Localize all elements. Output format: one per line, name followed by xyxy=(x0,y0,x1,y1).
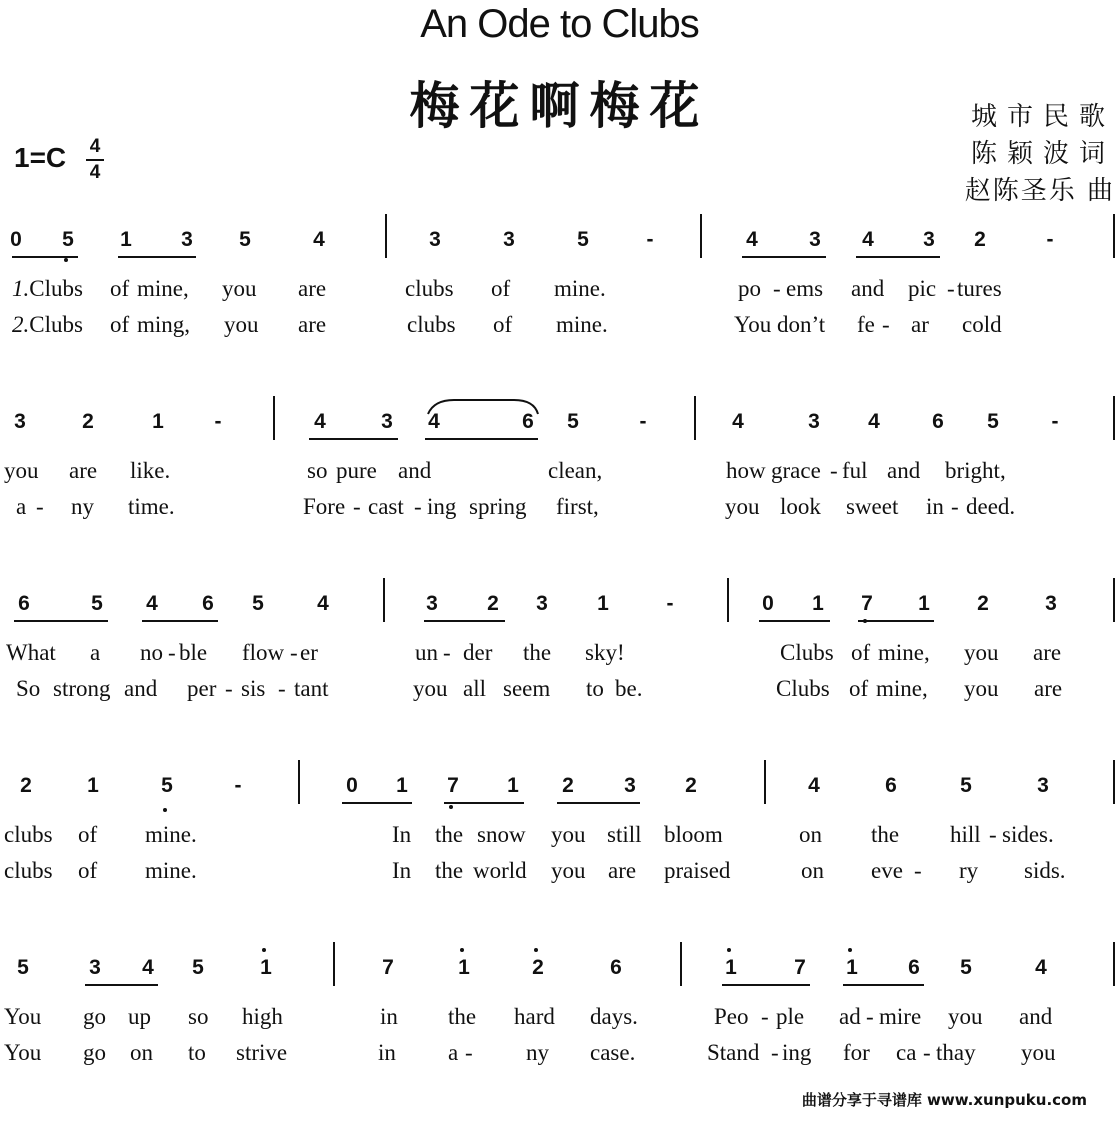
lyric-syllable: high xyxy=(242,1004,283,1029)
lyric-syllable: - xyxy=(278,676,286,701)
beam-line xyxy=(722,984,810,986)
lyric-syllable: cold xyxy=(962,312,1002,337)
bar-line xyxy=(383,578,385,622)
lyric-syllable: er xyxy=(300,640,318,665)
beam-line xyxy=(14,620,108,622)
lyric-syllable: - xyxy=(353,494,361,519)
bar-line xyxy=(694,396,696,440)
lyric-syllable: the xyxy=(871,822,900,847)
lyric-syllable: are xyxy=(608,858,637,883)
note: 4 xyxy=(314,410,326,433)
lyric-syllable: po xyxy=(738,276,761,301)
note: 4 xyxy=(313,228,325,251)
note: 6 xyxy=(522,410,534,433)
lyric-syllable: - xyxy=(465,1040,473,1065)
lyric-syllable: tures xyxy=(957,276,1002,301)
credit-composer: 赵陈圣乐 曲 xyxy=(964,176,1115,206)
lyric-syllable: and xyxy=(887,458,921,483)
song-title-english: An Ode to Clubs xyxy=(420,2,699,46)
beam-line xyxy=(856,256,940,258)
sustain-dash: - xyxy=(1046,228,1054,251)
note: 4 xyxy=(146,592,158,615)
lyric-syllable: time. xyxy=(128,494,175,519)
beam-line xyxy=(12,256,78,258)
lyric-syllable: on xyxy=(130,1040,153,1065)
note: 1 xyxy=(120,228,132,251)
lyric-syllable: bright, xyxy=(945,458,1006,483)
note: 4 xyxy=(1035,956,1047,979)
note: 7 xyxy=(861,592,873,615)
octave-dot xyxy=(727,948,731,952)
lyric-syllable: Peo xyxy=(714,1004,749,1029)
lyric-syllable: the xyxy=(448,1004,477,1029)
note: 3 xyxy=(503,228,515,251)
note: 4 xyxy=(317,592,329,615)
lyric-syllable: of xyxy=(110,312,130,337)
lyric-syllable: clubs xyxy=(407,312,456,337)
lyric-syllable: sweet xyxy=(846,494,899,519)
lyric-syllable: ar xyxy=(911,312,929,337)
lyric-syllable: So xyxy=(16,676,41,701)
lyric-syllable: are xyxy=(298,276,327,301)
note: 2 xyxy=(82,410,94,433)
beam-line xyxy=(142,620,218,622)
note: 3 xyxy=(381,410,393,433)
credit-lyricist: 陈颖波词 xyxy=(970,139,1115,169)
lyric-syllable: In xyxy=(392,822,412,847)
note: 3 xyxy=(429,228,441,251)
lyric-syllable: on xyxy=(799,822,822,847)
lyric-syllable: - xyxy=(761,1004,769,1029)
bar-line xyxy=(1113,942,1115,986)
lyric-syllable: - xyxy=(414,494,422,519)
lyric-syllable: mire xyxy=(879,1004,922,1029)
lyric-syllable: mine, xyxy=(137,276,189,301)
note: 4 xyxy=(808,774,820,797)
beam-line xyxy=(759,620,830,622)
lyric-syllable: in xyxy=(926,494,944,519)
lyric-syllable: clubs xyxy=(4,822,53,847)
beam-line xyxy=(858,620,934,622)
note: 6 xyxy=(908,956,920,979)
lyric-syllable: Stand xyxy=(707,1040,760,1065)
lyric-syllable: and xyxy=(398,458,432,483)
lyric-syllable: ems xyxy=(786,276,824,301)
lyric-syllable: days. xyxy=(590,1004,638,1029)
lyric-syllable: clubs xyxy=(4,858,53,883)
lyric-syllable: - xyxy=(947,276,955,301)
lyric-syllable: don’t xyxy=(777,312,826,337)
lyric-syllable: no xyxy=(140,640,163,665)
note: 3 xyxy=(1045,592,1057,615)
octave-dot xyxy=(64,258,68,262)
beam-line xyxy=(557,802,640,804)
note: 1 xyxy=(396,774,408,797)
lyric-syllable: ry xyxy=(959,858,979,883)
lyric-syllable: snow xyxy=(477,822,526,847)
lyric-syllable: are xyxy=(1034,676,1063,701)
lyric-syllable: of xyxy=(849,676,869,701)
lyric-syllable: - xyxy=(290,640,298,665)
lyric-syllable: of xyxy=(78,858,98,883)
time-signature xyxy=(86,136,104,184)
lyric-syllable: - xyxy=(225,676,233,701)
lyric-syllable: you xyxy=(224,312,259,337)
lyric-syllable: you xyxy=(4,458,39,483)
sustain-dash: - xyxy=(666,592,674,615)
lyric-syllable: are xyxy=(298,312,327,337)
lyric-syllable: world xyxy=(473,858,527,883)
note: 7 xyxy=(447,774,459,797)
lyric-syllable: up xyxy=(128,1004,151,1029)
note: 1 xyxy=(918,592,930,615)
lyric-syllable: sids. xyxy=(1024,858,1066,883)
note: 1 xyxy=(458,956,470,979)
sustain-dash: - xyxy=(214,410,222,433)
note: 3 xyxy=(624,774,636,797)
lyric-syllable: eve xyxy=(871,858,903,883)
lyric-syllable: - xyxy=(882,312,890,337)
lyric-syllable: all xyxy=(463,676,486,701)
lyric-syllable: the xyxy=(435,858,464,883)
note: 6 xyxy=(885,774,897,797)
note: 1 xyxy=(725,956,737,979)
note: 3 xyxy=(181,228,193,251)
bar-line xyxy=(1113,396,1115,440)
lyric-syllable: mine. xyxy=(554,276,606,301)
lyric-syllable: mine. xyxy=(145,822,197,847)
note: 1 xyxy=(152,410,164,433)
lyric-syllable: you xyxy=(222,276,257,301)
beam-line xyxy=(742,256,826,258)
lyric-syllable: mine. xyxy=(145,858,197,883)
bar-line xyxy=(700,214,702,258)
lyric-syllable: sides. xyxy=(1002,822,1054,847)
note: 5 xyxy=(960,956,972,979)
note: 2 xyxy=(562,774,574,797)
lyric-syllable: the xyxy=(523,640,552,665)
lyric-syllable: pure xyxy=(336,458,377,483)
lyric-syllable: so xyxy=(307,458,328,483)
lyric-syllable: un xyxy=(415,640,438,665)
note: 3 xyxy=(1037,774,1049,797)
lyric-syllable: case. xyxy=(590,1040,636,1065)
lyric-syllable: - xyxy=(923,1040,931,1065)
lyric-syllable: sky! xyxy=(585,640,625,665)
lyric-syllable: of xyxy=(851,640,871,665)
note: 5 xyxy=(960,774,972,797)
song-title-chinese: 梅花啊梅花 xyxy=(409,77,710,135)
lyric-syllable: and xyxy=(851,276,885,301)
lyric-syllable: are xyxy=(69,458,98,483)
lyric-syllable: a xyxy=(90,640,101,665)
note: 5 xyxy=(62,228,74,251)
lyric-syllable: hill xyxy=(950,822,981,847)
lyric-syllable: ble xyxy=(179,640,208,665)
lyric-syllable: - xyxy=(914,858,922,883)
lyric-syllable: Clubs xyxy=(776,676,830,701)
lyric-syllable: you xyxy=(948,1004,983,1029)
lyric-syllable: mine. xyxy=(556,312,608,337)
lyric-syllable: ny xyxy=(526,1040,549,1065)
note: 5 xyxy=(17,956,29,979)
lyric-syllable: per xyxy=(187,676,217,701)
note: 4 xyxy=(862,228,874,251)
lyric-syllable: to xyxy=(188,1040,206,1065)
tie-arc-path xyxy=(428,400,538,414)
verse-number: 2. xyxy=(12,312,30,337)
bar-line xyxy=(680,942,682,986)
lyric-syllable: - xyxy=(866,1004,874,1029)
lyric-syllable: be. xyxy=(615,676,643,701)
octave-dot xyxy=(262,948,266,952)
lyric-syllable: ming, xyxy=(137,312,191,337)
bar-line xyxy=(273,396,275,440)
note: 5 xyxy=(567,410,579,433)
lyric-syllable: ple xyxy=(776,1004,805,1029)
bar-line xyxy=(727,578,729,622)
credit-genre: 城市民歌 xyxy=(970,102,1115,132)
note: 0 xyxy=(762,592,774,615)
note: 1 xyxy=(507,774,519,797)
note: 3 xyxy=(14,410,26,433)
lyric-syllable: look xyxy=(780,494,821,519)
bar-line xyxy=(385,214,387,258)
note: 3 xyxy=(536,592,548,615)
bar-line xyxy=(1113,214,1115,258)
lyric-syllable: Fore xyxy=(303,494,346,519)
lyric-syllable: you xyxy=(964,676,999,701)
note: 1 xyxy=(597,592,609,615)
beam-line xyxy=(309,438,398,440)
bar-line xyxy=(1113,578,1115,622)
note: 7 xyxy=(794,956,806,979)
lyric-syllable: In xyxy=(392,858,412,883)
note: 5 xyxy=(91,592,103,615)
octave-dot xyxy=(449,805,453,809)
lyric-syllable: first, xyxy=(556,494,599,519)
lyric-syllable: - xyxy=(36,494,44,519)
lyric-syllable: to xyxy=(586,676,604,701)
sustain-dash: - xyxy=(639,410,647,433)
note: 3 xyxy=(809,228,821,251)
lyric-syllable: are xyxy=(1033,640,1062,665)
note: 5 xyxy=(252,592,264,615)
lyric-syllable: - xyxy=(951,494,959,519)
lyric-syllable: a xyxy=(16,494,27,519)
note: 3 xyxy=(426,592,438,615)
lyric-syllable: of xyxy=(78,822,98,847)
lyric-syllable: ny xyxy=(71,494,94,519)
lyric-syllable: seem xyxy=(503,676,551,701)
note: 5 xyxy=(239,228,251,251)
note: 5 xyxy=(192,956,204,979)
note: 2 xyxy=(977,592,989,615)
lyric-syllable: sis xyxy=(241,676,266,701)
lyric-syllable: you xyxy=(413,676,448,701)
lyric-syllable: ing xyxy=(427,494,457,519)
lyric-syllable: you xyxy=(551,822,586,847)
note: 6 xyxy=(202,592,214,615)
lyric-syllable: you xyxy=(1021,1040,1056,1065)
lyric-syllable: of xyxy=(493,312,513,337)
lyric-syllable: in xyxy=(378,1040,396,1065)
time-signature-numerator: 4 xyxy=(89,136,101,157)
lyric-syllable: thay xyxy=(936,1040,976,1065)
lyric-syllable: the xyxy=(435,822,464,847)
beam-line xyxy=(118,256,196,258)
note: 2 xyxy=(974,228,986,251)
lyric-syllable: - xyxy=(773,276,781,301)
lyric-syllable: - xyxy=(830,458,838,483)
lyric-syllable: pic xyxy=(908,276,937,301)
note: 4 xyxy=(746,228,758,251)
bar-line xyxy=(298,760,300,804)
lyric-syllable: how xyxy=(726,458,766,483)
beam-line xyxy=(85,984,158,986)
lyric-syllable xyxy=(12,312,83,338)
lyric-syllable: Clubs xyxy=(780,640,834,665)
beam-line xyxy=(424,620,505,622)
lyric-syllable: go xyxy=(83,1040,106,1065)
octave-dot xyxy=(460,948,464,952)
lyric-syllable: clubs xyxy=(405,276,454,301)
octave-dot xyxy=(848,948,852,952)
note: 6 xyxy=(932,410,944,433)
note: 4 xyxy=(428,410,440,433)
note: 5 xyxy=(161,774,173,797)
lyric-syllable: in xyxy=(380,1004,398,1029)
note: 2 xyxy=(685,774,697,797)
sustain-dash: - xyxy=(1051,410,1059,433)
lyric-syllable: go xyxy=(83,1004,106,1029)
time-signature-bar xyxy=(86,159,104,161)
lyric-syllable: mine, xyxy=(878,640,930,665)
lyric-syllable: cast xyxy=(368,494,404,519)
lyric-syllable: spring xyxy=(469,494,527,519)
note: 2 xyxy=(20,774,32,797)
verse-number: 1. xyxy=(12,276,30,301)
lyric-syllable: You xyxy=(734,312,772,337)
note: 7 xyxy=(382,956,394,979)
lyric-syllable: You xyxy=(4,1004,42,1029)
lyric-syllable: You xyxy=(4,1040,42,1065)
bar-line xyxy=(764,760,766,804)
note: 2 xyxy=(487,592,499,615)
bar-line xyxy=(1113,760,1115,804)
note: 6 xyxy=(610,956,622,979)
lyric-syllable: a xyxy=(448,1040,459,1065)
lyric-syllable: and xyxy=(1019,1004,1053,1029)
lyric-syllable: still xyxy=(607,822,642,847)
lyric-syllable: - xyxy=(989,822,997,847)
lyric-syllable: strong xyxy=(53,676,111,701)
lyric-syllable xyxy=(12,276,83,302)
note: 3 xyxy=(808,410,820,433)
lyric-syllable: hard xyxy=(514,1004,555,1029)
note: 2 xyxy=(532,956,544,979)
lyric-syllable: you xyxy=(964,640,999,665)
lyric-syllable: and xyxy=(124,676,158,701)
note: 0 xyxy=(346,774,358,797)
lyric-word: Clubs xyxy=(29,276,83,301)
lyric-syllable: for xyxy=(843,1040,870,1065)
note: 1 xyxy=(846,956,858,979)
lyric-syllable: on xyxy=(801,858,824,883)
lyric-syllable: of xyxy=(491,276,511,301)
lyric-syllable: bloom xyxy=(664,822,723,847)
lyric-syllable: ca xyxy=(896,1040,917,1065)
note: 0 xyxy=(10,228,22,251)
note: 4 xyxy=(732,410,744,433)
beam-line xyxy=(425,438,538,440)
octave-dot xyxy=(534,948,538,952)
sustain-dash: - xyxy=(646,228,654,251)
octave-dot xyxy=(163,808,167,812)
lyric-syllable: ful xyxy=(842,458,868,483)
lyric-syllable: clean, xyxy=(548,458,603,483)
lyric-syllable: you xyxy=(725,494,760,519)
sustain-dash: - xyxy=(234,774,242,797)
note: 3 xyxy=(89,956,101,979)
lyric-syllable: of xyxy=(110,276,130,301)
note: 5 xyxy=(577,228,589,251)
lyric-syllable: ing xyxy=(782,1040,812,1065)
lyric-syllable: mine, xyxy=(876,676,928,701)
octave-dot xyxy=(863,619,867,623)
lyric-syllable: tant xyxy=(294,676,329,701)
lyric-syllable: flow xyxy=(242,640,285,665)
beam-line xyxy=(342,802,412,804)
lyric-syllable: strive xyxy=(236,1040,288,1065)
beam-line xyxy=(444,802,524,804)
lyric-syllable: - xyxy=(771,1040,779,1065)
note: 4 xyxy=(868,410,880,433)
note: 3 xyxy=(923,228,935,251)
beam-line xyxy=(843,984,924,986)
note: 1 xyxy=(260,956,272,979)
time-signature-denominator: 4 xyxy=(89,162,101,183)
lyric-syllable: so xyxy=(188,1004,209,1029)
key-signature: 1=C xyxy=(14,142,67,173)
lyric-syllable: - xyxy=(168,640,176,665)
lyric-syllable: praised xyxy=(664,858,731,883)
footer-watermark: 曲谱分享于寻谱库 www.xunpuku.com xyxy=(801,1091,1087,1109)
lyric-syllable: What xyxy=(6,640,56,665)
note: 6 xyxy=(18,592,30,615)
lyric-syllable: fe xyxy=(857,312,875,337)
tie-arc xyxy=(424,396,544,416)
lyric-syllable: like. xyxy=(130,458,171,483)
note: 1 xyxy=(87,774,99,797)
lyric-syllable: der xyxy=(463,640,493,665)
lyric-syllable: deed. xyxy=(966,494,1016,519)
note: 5 xyxy=(987,410,999,433)
bar-line xyxy=(333,942,335,986)
note: 1 xyxy=(812,592,824,615)
lyric-syllable: ad xyxy=(839,1004,861,1029)
lyric-syllable: - xyxy=(443,640,451,665)
lyric-syllable: grace xyxy=(771,458,821,483)
lyric-word: Clubs xyxy=(29,312,83,337)
lyric-syllable: you xyxy=(551,858,586,883)
note: 4 xyxy=(142,956,154,979)
